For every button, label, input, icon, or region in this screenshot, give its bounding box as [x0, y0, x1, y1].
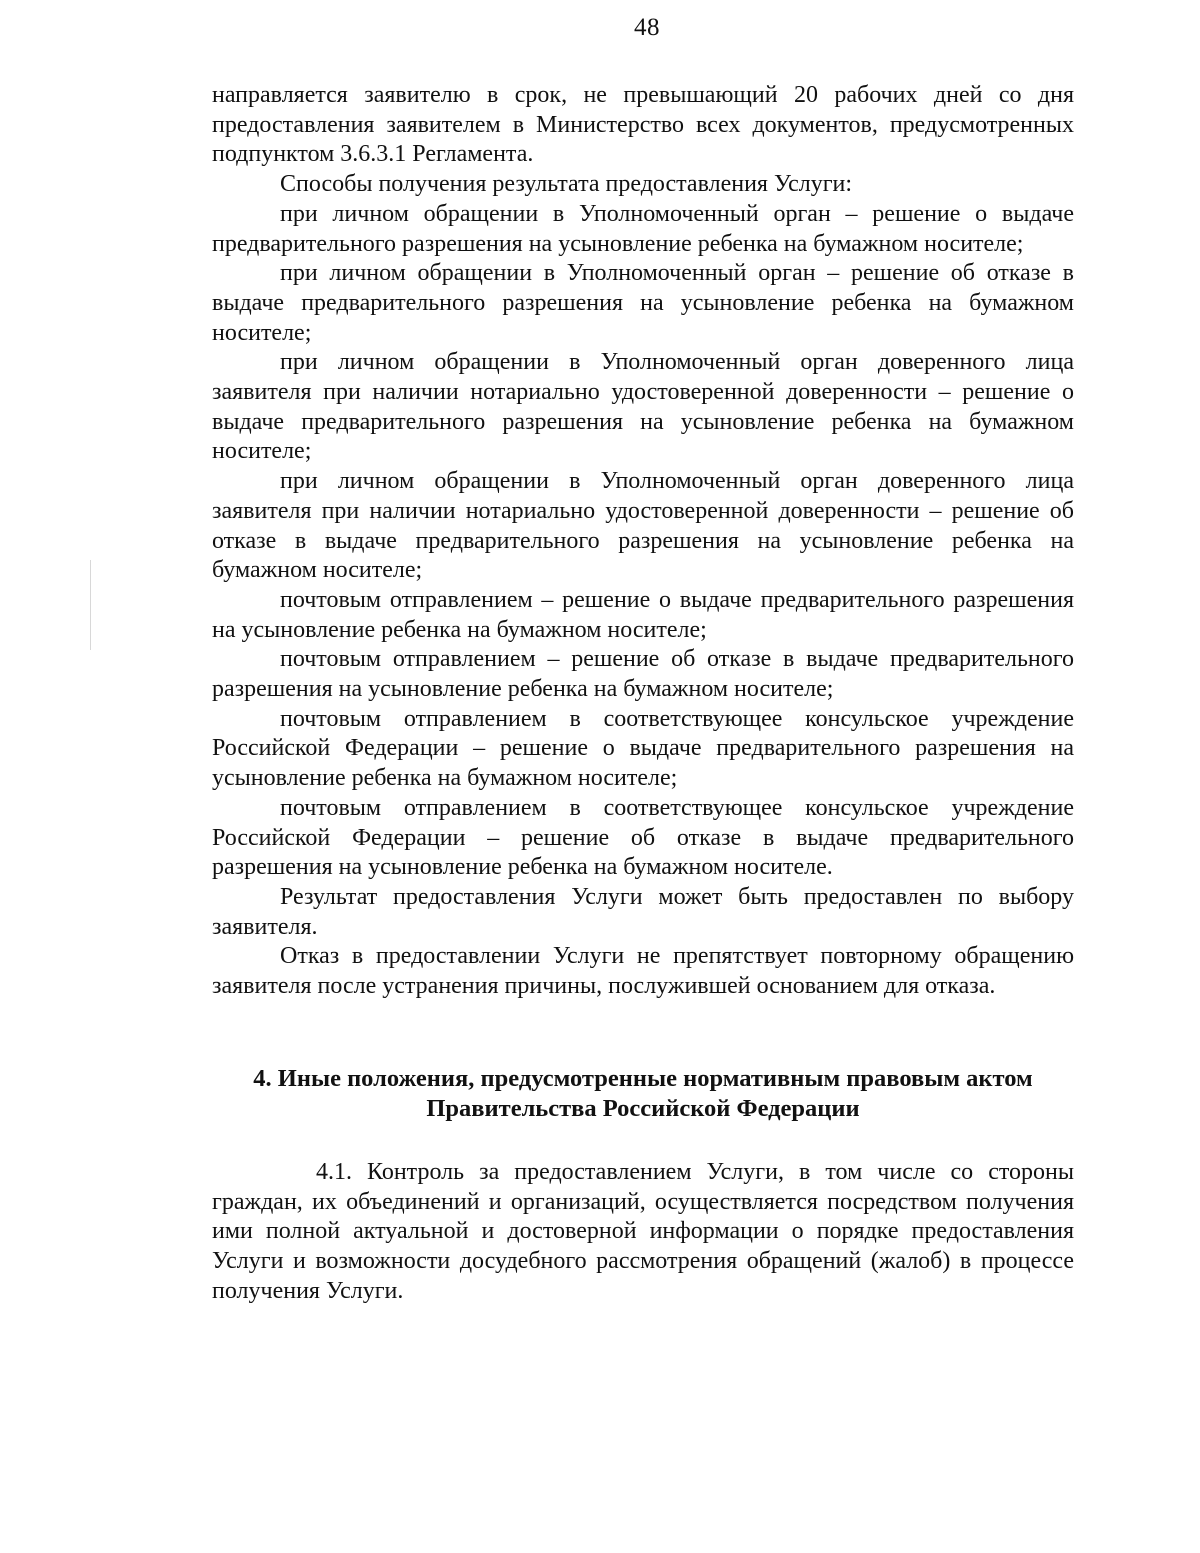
section-heading [212, 1064, 1074, 1124]
paragraph: почтовым отправлением – решение о выдаче предварительного разрешения на усыновление ребенка на бумажном носителе; [212, 586, 1074, 643]
paragraph: при личном обращении в Уполномоченный орган – решение о выдаче предварительного разрешения на усыновление ребенка на бумажном носителе; [212, 200, 1074, 257]
section-heading-line: Правительства Российской Федерации [426, 1094, 860, 1122]
section-paragraph: 4.1. Контроль за предоставлением Услуги, в том числе со стороны граждан, их объединений и организаций, осуществляется посредством получения ими полной актуальной и достоверной информации о порядке предоставления Услуги и возможности досудебного рассмотрения обращений (жалоб) в процессе получения Услуги. [212, 1158, 1074, 1304]
paragraph: Способы получения результата предоставления Услуги: [280, 171, 853, 198]
paragraph: Результат предоставления Услуги может быть предоставлен по выбору заявителя. [212, 883, 1074, 940]
scan-artifact [90, 560, 91, 650]
paragraph: направляется заявителю в срок, не превышающий 20 рабочих дней со дня предоставления заявителем в Министерство всех документов, предусмотренных подпунктом 3.6.3.1 Регламента. [212, 82, 1074, 168]
paragraph: при личном обращении в Уполномоченный орган доверенного лица заявителя при наличии нотариально удостоверенной доверенности – решение об отказе в выдаче предварительного разрешения на усыновление ребенка на бумажном носителе; [212, 468, 1074, 584]
paragraph: при личном обращении в Уполномоченный орган доверенного лица заявителя при наличии нотариально удостоверенной доверенности – решение о выдаче предварительного разрешения на усыновление ребенка на бумажном носителе; [212, 349, 1074, 465]
section-heading-line: 4. Иные положения, предусмотренные нормативным правовым актом [253, 1064, 1033, 1092]
paragraph: Отказ в предоставлении Услуги не препятствует повторному обращению заявителя после устранения причины, послужившей основанием для отказа. [212, 943, 1074, 1000]
paragraph: почтовым отправлением в соответствующее консульское учреждение Российской Федерации – решение об отказе в выдаче предварительного разрешения на усыновление ребенка на бумажном носителе. [212, 794, 1074, 881]
paragraph: почтовым отправлением – решение об отказе в выдаче предварительного разрешения на усыновление ребенка на бумажном носителе; [212, 646, 1074, 703]
document-body [212, 81, 1074, 1306]
paragraph: при личном обращении в Уполномоченный орган – решение об отказе в выдаче предварительного разрешения на усыновление ребенка на бумажном носителе; [212, 260, 1074, 346]
paragraph: почтовым отправлением в соответствующее консульское учреждение Российской Федерации – решение о выдаче предварительного разрешения на усыновление ребенка на бумажном носителе; [212, 705, 1074, 792]
page-number: 48 [634, 14, 660, 41]
